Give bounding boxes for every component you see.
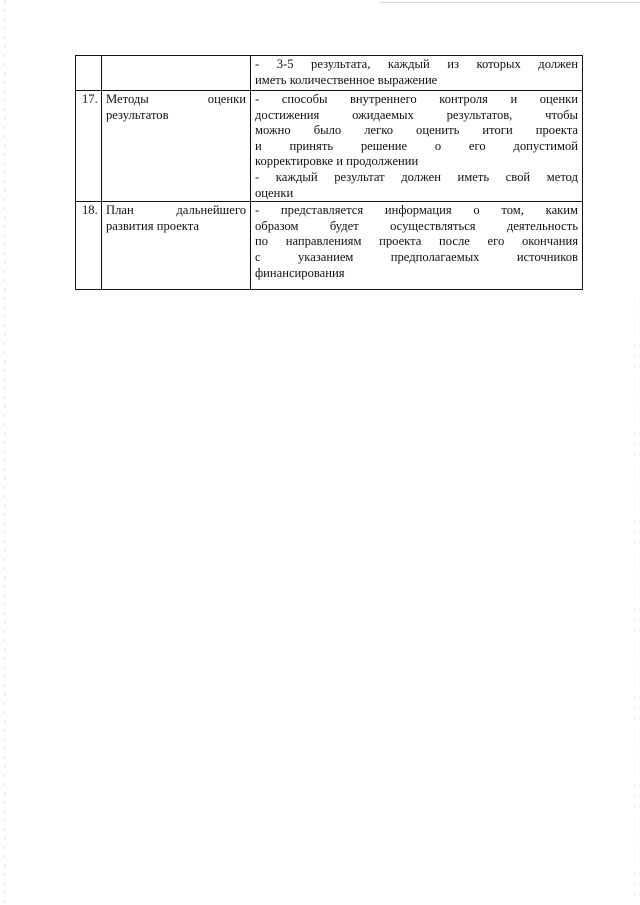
row-name — [102, 56, 251, 91]
scan-edge-left — [4, 0, 5, 905]
row-name — [102, 91, 251, 202]
row-number — [76, 56, 102, 91]
description-line: финансирования — [255, 265, 345, 280]
description-line: достижения ожидаемых результатов, чтобы — [255, 107, 578, 122]
name-line: План дальнейшего — [106, 203, 246, 218]
row-description — [251, 56, 583, 91]
description-line: иметь количественное выражение — [255, 72, 438, 87]
description-line: с указанием предполагаемых источников — [255, 249, 578, 264]
row-number: 18. — [76, 202, 102, 290]
name-line: Методы оценки — [106, 92, 246, 106]
description-line: корректировке и продолжении — [255, 154, 419, 169]
document-table — [75, 55, 583, 290]
row-name — [102, 202, 251, 290]
table-row — [76, 91, 583, 202]
description-line: оценки — [255, 185, 294, 200]
row-number: 17. — [76, 91, 102, 202]
description-line: можно было легко оценить итоги проекта — [255, 123, 578, 138]
description-line: и принять решение о его допустимой — [255, 138, 578, 153]
description-line: образом будет осуществляться деятельность — [255, 218, 578, 233]
name-line: результатов — [106, 107, 169, 122]
description-line: - способы внутреннего контроля и оценки — [255, 92, 578, 106]
table-row — [76, 202, 583, 290]
description-line: по направлениям проекта после его окончания — [255, 234, 578, 249]
description-line: - 3-5 результата, каждый из которых должен — [255, 57, 578, 71]
scan-top-mark — [380, 2, 640, 3]
scan-edge-right — [634, 300, 635, 900]
row-description — [251, 202, 583, 290]
name-line: развития проекта — [106, 218, 200, 233]
description-line: - представляется информация о том, каким — [255, 203, 578, 218]
row-description — [251, 91, 583, 202]
table-row — [76, 56, 583, 91]
description-line: - каждый результат должен иметь свой метод — [255, 169, 578, 184]
